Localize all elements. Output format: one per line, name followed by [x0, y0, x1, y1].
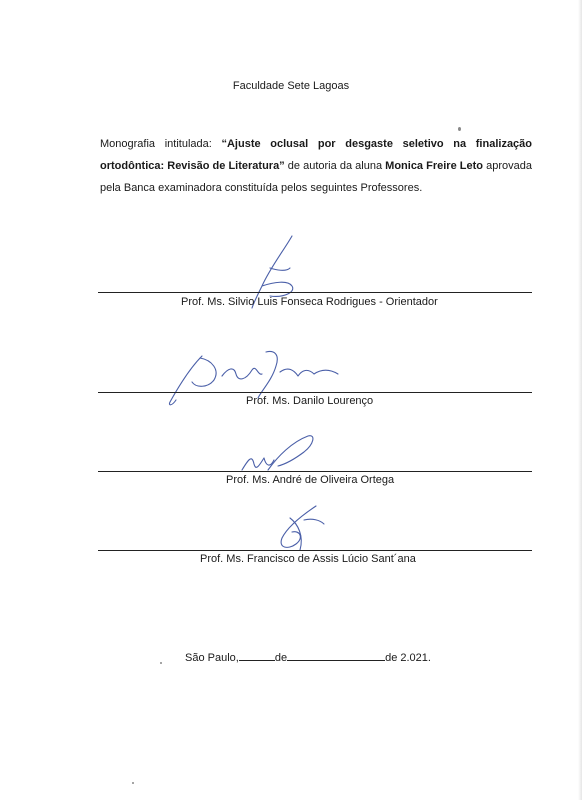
date-city: São Paulo,: [185, 652, 239, 664]
scan-edge: [578, 0, 582, 800]
date-year: de 2.021.: [385, 652, 431, 664]
scan-speck: [132, 782, 134, 784]
signature-4: [270, 500, 330, 556]
signatory-name-2: Prof. Ms. Danilo Lourenço: [246, 395, 374, 407]
date-line: [185, 650, 431, 664]
student-name: Monica Freire Leto: [385, 160, 484, 172]
signatory-name-4: Prof. Ms. Francisco de Assis Lúcio Sant´ana: [200, 553, 416, 565]
scan-speck: [160, 662, 162, 664]
month-blank: [287, 650, 385, 661]
signature-line-3: [98, 471, 532, 472]
signature-line-1: [98, 292, 532, 293]
day-blank: [239, 650, 275, 661]
date-de: de: [274, 652, 288, 664]
statement-outro: aprovada pela Banca examinadora constituída pelos seguintes Professores.: [100, 160, 532, 194]
signature-line-2: [98, 392, 532, 393]
approval-statement: [100, 133, 532, 199]
signature-line-4: [98, 550, 532, 551]
statement-middle: de autoria da aluna: [284, 160, 386, 172]
institution-name: Faculdade Sete Lagoas: [232, 80, 350, 92]
statement-intro: Monografia intitulada:: [100, 138, 222, 150]
signatory-name-3: Prof. Ms. André de Oliveira Ortega: [226, 474, 395, 486]
monograph-title: “Ajuste oclusal por desgaste seletivo na finalização ortodôntica: Revisão de Literatura”: [100, 138, 533, 172]
signatory-name-1: Prof. Ms. Silvio Luis Fonseca Rodrigues - Orientador: [181, 296, 438, 308]
scan-speck: [458, 127, 461, 131]
